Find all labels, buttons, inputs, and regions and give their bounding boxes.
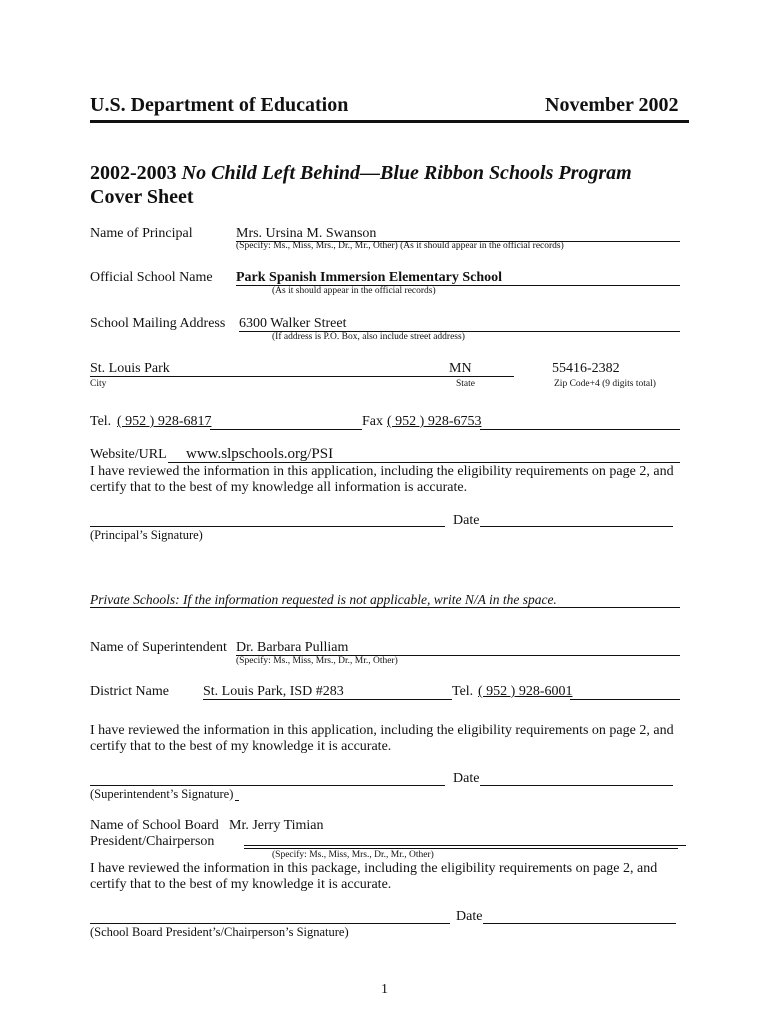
mailing-address-note: (If address is P.O. Box, also include street address) <box>272 332 465 342</box>
district-name-field[interactable]: St. Louis Park, ISD #283 <box>203 684 344 699</box>
city-label: City <box>90 379 107 389</box>
fax-label: Fax <box>362 414 383 429</box>
tel-field[interactable]: ( 952 ) 928-6817 <box>117 414 212 429</box>
principal-label: Name of Principal <box>90 226 193 241</box>
header-date: November 2002 <box>545 94 679 116</box>
board-signature-line[interactable] <box>90 923 450 924</box>
superintendent-signature-label: (Superintendent’s Signature) <box>90 787 234 801</box>
board-date-label: Date <box>456 909 483 924</box>
superintendent-label: Name of Superintendent <box>90 640 227 655</box>
principal-signature-line[interactable] <box>90 526 445 527</box>
board-president-line-2 <box>244 848 678 849</box>
board-date-line[interactable] <box>483 923 676 924</box>
tel-line <box>210 429 362 430</box>
website-field[interactable]: www.slpschools.org/PSI <box>186 446 334 462</box>
board-note: (Specify: Ms., Miss, Mrs., Dr., Mr., Other) <box>272 850 434 860</box>
board-president-name-field[interactable]: Mr. Jerry Timian <box>229 818 324 833</box>
board-certification-text: I have reviewed the information in this package, including the eligibility requirements on page 2, and certify that to the best of my knowledge it is accurate. <box>90 861 658 892</box>
fax-field[interactable]: ( 952 ) 928-6753 <box>387 414 482 429</box>
private-schools-rule <box>90 607 680 608</box>
program-name: No Child Left Behind—Blue Ribbon Schools Program <box>181 162 632 184</box>
page-title <box>90 162 632 185</box>
superintendent-name-field[interactable]: Dr. Barbara Pulliam <box>236 640 349 655</box>
state-label: State <box>456 379 475 389</box>
school-name-label: Official School Name <box>90 270 213 285</box>
district-tel-label: Tel. <box>452 684 474 699</box>
city-field[interactable]: St. Louis Park <box>90 361 170 376</box>
website-line <box>168 462 680 463</box>
page-subtitle: Cover Sheet <box>90 186 194 208</box>
principal-signature-label: (Principal’s Signature) <box>90 528 203 542</box>
fax-line <box>480 429 680 430</box>
superintendent-certification-text: I have reviewed the information in this application, including the eligibility requirements on page 2, and certify that to the best of my knowledge it is accurate. <box>90 723 674 754</box>
title-prefix: 2002-2003 <box>90 162 182 184</box>
school-name-note: (As it should appear in the official records) <box>272 286 436 296</box>
zip-field[interactable]: 55416-2382 <box>552 361 620 376</box>
principal-certification-text: I have reviewed the information in this application, including the eligibility requirements on page 2, and certify that to the best of my knowledge all information is accurate. <box>90 464 674 495</box>
superintendent-note: (Specify: Ms., Miss, Mrs., Dr., Mr., Other) <box>236 656 398 666</box>
mailing-address-label: School Mailing Address <box>90 316 226 331</box>
principal-note: (Specify: Ms., Miss, Mrs., Dr., Mr., Other) (As it should appear in the official records) <box>236 241 564 251</box>
tel-label: Tel. <box>90 414 112 429</box>
board-label-line1: Name of School Board <box>90 818 219 833</box>
superintendent-signature-line[interactable] <box>90 785 445 786</box>
superintendent-date-line[interactable] <box>480 785 673 786</box>
school-name-field[interactable]: Park Spanish Immersion Elementary School <box>236 270 503 285</box>
state-field[interactable]: MN <box>449 361 472 376</box>
superintendent-date-label: Date <box>453 771 480 786</box>
board-president-line-1 <box>244 845 686 846</box>
district-tel-line <box>570 699 680 700</box>
private-schools-note: Private Schools: If the information requested is not applicable, write N/A in the space. <box>90 592 557 607</box>
principal-date-label: Date <box>453 513 480 528</box>
principal-date-line[interactable] <box>480 526 673 527</box>
district-label: District Name <box>90 684 169 699</box>
zip-label: Zip Code+4 (9 digits total) <box>554 379 656 389</box>
department-name: U.S. Department of Education <box>90 94 349 116</box>
header-rule <box>90 120 689 123</box>
district-name-line <box>203 699 452 700</box>
principal-name-field[interactable]: Mrs. Ursina M. Swanson <box>236 226 377 241</box>
board-label-line2: President/Chairperson <box>90 834 215 849</box>
page-number: 1 <box>381 982 388 997</box>
board-signature-label: (School Board President’s/Chairperson’s Signature) <box>90 925 349 939</box>
superintendent-signature-tail <box>235 800 239 801</box>
website-label: Website/URL <box>90 447 167 462</box>
district-tel-field[interactable]: ( 952 ) 928-6001 <box>478 684 573 699</box>
mailing-address-field[interactable]: 6300 Walker Street <box>239 316 347 331</box>
